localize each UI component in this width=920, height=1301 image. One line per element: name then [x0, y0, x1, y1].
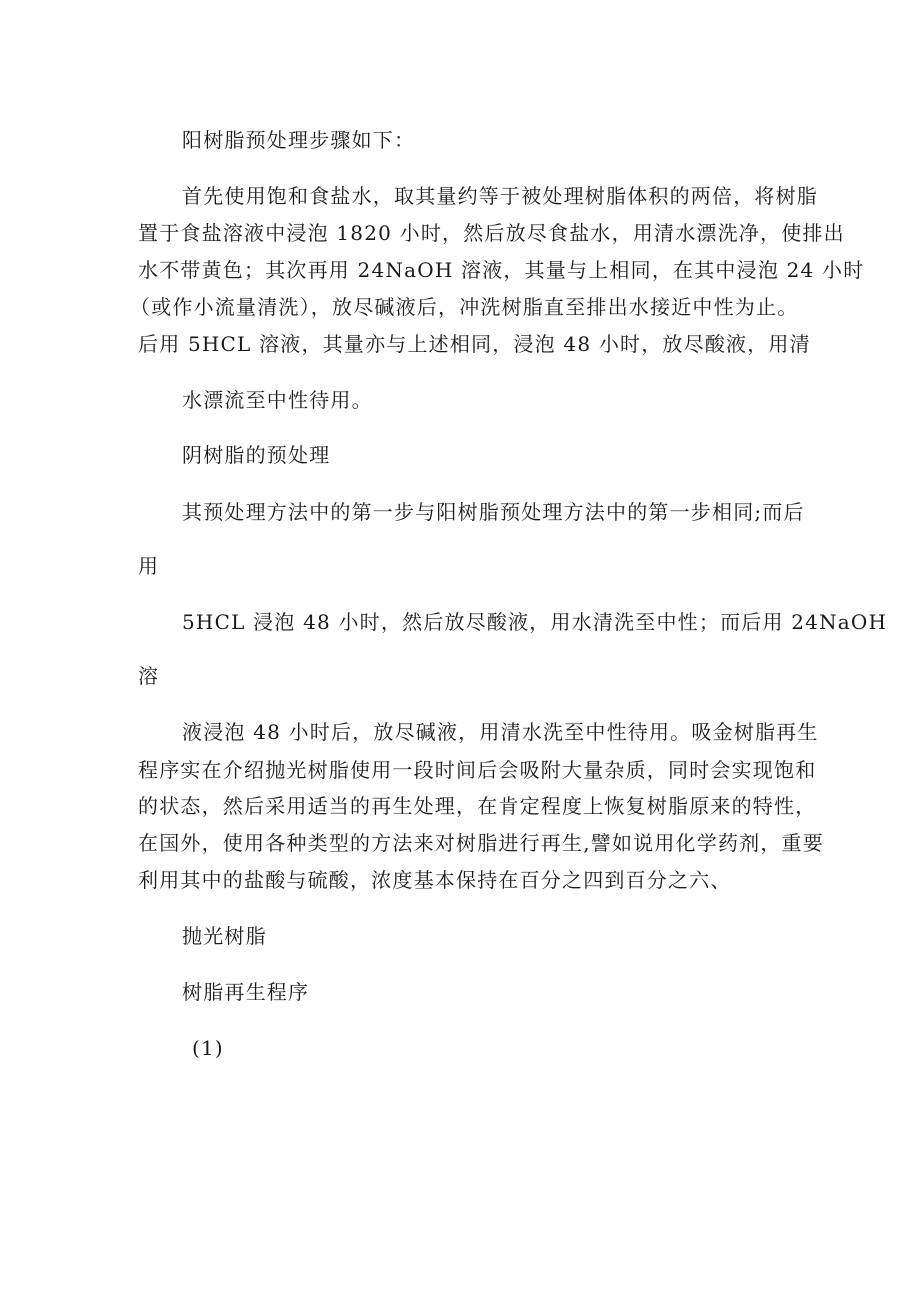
heading-resin-regeneration: 树脂再生程序 [182, 980, 310, 1004]
heading-cation-resin-pretreatment: 阳树脂预处理步骤如下： [182, 128, 416, 152]
paragraph-line: 液浸泡 48 小时后，放尽碱液，用清水洗至中性待用。吸金树脂再生 [182, 720, 819, 744]
paragraph-line: 水不带黄色；其次再用 24NaOH 溶液，其量与上相同，在其中浸泡 24 小时 [138, 258, 865, 282]
paragraph-line: 溶 [138, 664, 160, 688]
paragraph-line: 用 [138, 554, 160, 578]
paragraph-line: 后用 5HCL 溶液，其量亦与上述相同，浸泡 48 小时，放尽酸液，用清 [138, 332, 811, 356]
paragraph-line: 程序实在介绍抛光树脂使用一段时间后会吸附大量杂质，同时会实现饱和 [138, 758, 817, 782]
paragraph-line: 其预处理方法中的第一步与阳树脂预处理方法中的第一步相同;而后 [182, 500, 805, 524]
paragraph-line: 5HCL 浸泡 48 小时，然后放尽酸液，用水清洗至中性；而后用 24NaOH [182, 610, 888, 634]
list-marker: (1) [192, 1036, 224, 1060]
paragraph-line: 置于食盐溶液中浸泡 1820 小时，然后放尽食盐水，用清水漂洗净，使排出 [138, 221, 845, 245]
paragraph-line: 在国外，使用各种类型的方法来对树脂进行再生,譬如说用化学药剂，重要 [138, 831, 824, 855]
paragraph-line: （或作小流量清洗），放尽碱液后，冲洗树脂直至排出水接近中性为止。 [130, 295, 799, 319]
paragraph-line: 的状态，然后采用适当的再生处理，在肯定程度上恢复树脂原来的特性， [138, 794, 817, 818]
paragraph-line: 首先使用饱和食盐水，取其量约等于被处理树脂体积的两倍，将树脂 [182, 184, 818, 208]
heading-anion-resin-pretreatment: 阴树脂的预处理 [182, 443, 331, 467]
paragraph-line: 水漂流至中性待用。 [182, 388, 373, 412]
paragraph-line: 利用其中的盐酸与硫酸，浓度基本保持在百分之四到百分之六、 [138, 868, 732, 892]
heading-polishing-resin: 抛光树脂 [182, 924, 267, 948]
